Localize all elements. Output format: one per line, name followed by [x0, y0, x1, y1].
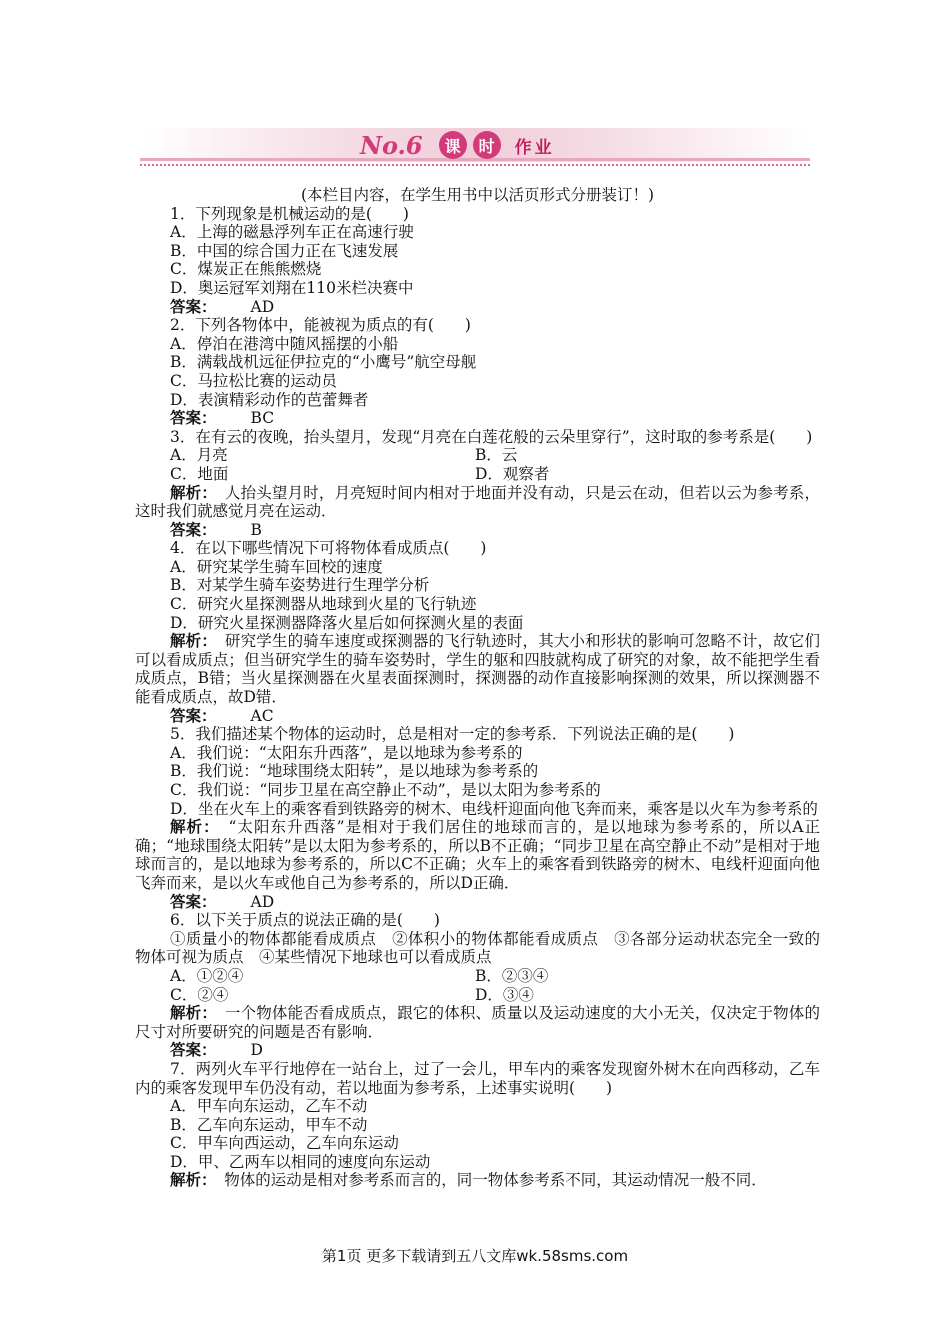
q7-stem: 7．两列火车平行地停在一站台上，过了一会儿，甲车内的乘客发现窗外树木在向西移动，乙车内的乘客发现甲车仍没有动，若以地面为参考系，上述事实说明( ) — [135, 1059, 820, 1097]
answer-label: 答案： — [170, 296, 217, 316]
binding-notice: (本栏目内容，在学生用书中以活页形式分册装订！) — [300, 186, 655, 204]
answer-value: AC — [250, 706, 274, 725]
q6-option-d: D．③④ — [475, 985, 534, 1004]
q6-option-a: A．①②④ — [170, 966, 244, 985]
q7-option-c: C．甲车向西运动，乙车向东运动 — [170, 1134, 399, 1153]
answer-value: BC — [250, 409, 275, 428]
analysis-label: 解析： — [170, 817, 212, 837]
q4-analysis — [135, 632, 820, 706]
analysis-text: 物体的运动是相对参考系而言的，同一物体参考系不同，其运动情况一般不同． — [224, 1171, 767, 1190]
answer-value: D — [250, 1041, 263, 1060]
q7-option-b: B．乙车向东运动，甲车不动 — [170, 1115, 368, 1134]
banner-dotted-rule — [140, 164, 810, 166]
q3-answer — [135, 521, 820, 540]
q1-answer — [135, 298, 820, 317]
answer-label: 答案： — [170, 705, 217, 725]
banner-title — [360, 130, 555, 160]
q2-stem: 2．下列各物体中，能被视为质点的有( ) — [170, 316, 471, 335]
analysis-text: 研究学生的骑车速度或探测器的飞行轨迹时，其大小和形状的影响可忽略不计，故它们可以看成质点；但当研究学生的骑车姿势时，学生的躯和四肢就构成了研究的对象，故不能把学生看成质点，B错；当火星探测器在火星表面探测时，探测器的动作直接影响探测的效果，所以探测器不能看成质点，故D错． — [135, 632, 820, 707]
q2-option-d: D．表演精彩动作的芭蕾舞者 — [170, 390, 369, 409]
answer-label: 答案： — [170, 891, 217, 911]
ke-badge: 课 — [439, 131, 467, 159]
q2-option-b: B．满载战机远征伊拉克的“小鹰号”航空母舰 — [170, 353, 477, 372]
q6-option-b: B．②③④ — [475, 966, 549, 985]
q3-options-row1 — [135, 446, 820, 465]
shi-badge: 时 — [473, 131, 501, 159]
q5-answer — [135, 893, 820, 912]
q1-option-d: D．奥运冠军刘翔在110米栏决赛中 — [170, 278, 414, 297]
q3-option-a: A．月亮 — [170, 446, 228, 465]
answer-label: 答案： — [170, 519, 217, 539]
answer-value: AD — [250, 892, 275, 911]
q1-stem: 1．下列现象是机械运动的是( ) — [170, 204, 409, 223]
q3-option-b: B．云 — [475, 446, 518, 465]
page-footer: 第1页 更多下载请到五八文库wk.58sms.com — [321, 1247, 629, 1265]
q5-option-a: A．我们说：“太阳东升西落”，是以地球为参考系的 — [170, 743, 523, 762]
q4-answer — [135, 707, 820, 726]
q5-stem: 5．我们描述某个物体的运动时，总是相对一定的参考系．下列说法正确的是( ) — [170, 725, 735, 744]
answer-value: AD — [250, 297, 275, 316]
q4-option-b: B．对某学生骑车姿势进行生理学分析 — [170, 576, 430, 595]
analysis-label: 解析： — [170, 1003, 210, 1023]
q6-option-c: C．②④ — [170, 985, 229, 1004]
q4-option-a: A．研究某学生骑车回校的速度 — [170, 557, 383, 576]
answer-value: B — [250, 520, 262, 539]
q3-options-row2 — [135, 465, 820, 484]
analysis-label: 解析： — [170, 1170, 209, 1190]
answer-label: 答案： — [170, 1040, 217, 1060]
homework-label: 作业 — [514, 137, 555, 158]
q6-options-row2 — [135, 986, 820, 1005]
q2-option-c: C．马拉松比赛的运动员 — [170, 371, 337, 390]
q4-stem: 4．在以下哪些情况下可将物体看成质点( ) — [170, 539, 487, 558]
answer-label: 答案： — [170, 408, 217, 428]
q6-stem: 6．以下关于质点的说法正确的是( ) — [170, 911, 440, 930]
q6-statements: ①质量小的物体都能看成质点 ②体积小的物体都能看成质点 ③各部分运动状态完全一致的物体可视为质点 ④某些情况下地球也可以看成质点 — [135, 929, 820, 967]
analysis-label: 解析： — [170, 631, 210, 651]
document-body — [135, 186, 820, 1190]
q1-option-c: C．煤炭正在熊熊燃烧 — [170, 260, 322, 279]
q6-options-row1 — [135, 967, 820, 986]
analysis-text: 一个物体能否看成质点，跟它的体积、质量以及运动速度的大小无关，仅决定于物体的尺寸对所要研究的问题是否有影响． — [135, 1004, 820, 1041]
q2-option-a: A．停泊在港湾中随风摇摆的小船 — [170, 334, 399, 353]
q1-option-b: B．中国的综合国力正在飞速发展 — [170, 241, 399, 260]
q6-analysis — [135, 1004, 820, 1041]
q7-analysis — [135, 1171, 820, 1190]
q4-option-d: D．研究火星探测器降落火星后如何探测火星的表面 — [170, 613, 524, 632]
q3-analysis — [135, 484, 820, 521]
q5-option-c: C．我们说：“同步卫星在高空静止不动”，是以太阳为参考系的 — [170, 781, 601, 799]
analysis-text: “太阳东升西落”是相对于我们居住的地球而言的，是以地球为参考系的，所以A正确；“地球围绕太阳转”是以太阳为参考系的，所以B不正确；“同步卫星在高空静止不动”是相对于地球而言的，是以地球为参考系的，所以C不正确；火车上的乘客看到铁路旁的树木、电线杆迎面向他飞奔而来，是以火车或他自己为参考系的，所以D正确． — [135, 818, 820, 892]
header-banner — [140, 128, 810, 172]
q4-option-c: C．研究火星探测器从地球到火星的飞行轨迹 — [170, 595, 477, 614]
analysis-label: 解析： — [170, 482, 210, 502]
lesson-number: No.6 — [360, 130, 423, 160]
q6-answer — [135, 1041, 820, 1060]
q3-option-d: D．观察者 — [475, 464, 550, 483]
analysis-text: 人抬头望月时，月亮短时间内相对于地面并没有动，只是云在动，但若以云为参考系，这时我们就感觉月亮在运动． — [135, 483, 820, 521]
q3-stem: 3．在有云的夜晚，抬头望月，发现“月亮在白莲花般的云朵里穿行”，这时取的参考系是( ) — [170, 427, 813, 446]
q5-analysis — [135, 818, 820, 892]
q1-option-a: A．上海的磁悬浮列车正在高速行驶 — [170, 223, 414, 242]
q7-option-a: A．甲车向东运动，乙车不动 — [170, 1097, 368, 1116]
q5-option-d: D．坐在火车上的乘客看到铁路旁的树木、电线杆迎面向他飞奔而来，乘客是以火车为参考系的 — [170, 799, 818, 818]
q5-option-b: B．我们说：“地球围绕太阳转”，是以地球为参考系的 — [170, 762, 539, 781]
q3-option-c: C．地面 — [170, 464, 229, 483]
q2-answer — [135, 409, 820, 428]
q7-option-d: D．甲、乙两车以相同的速度向东运动 — [170, 1152, 431, 1171]
